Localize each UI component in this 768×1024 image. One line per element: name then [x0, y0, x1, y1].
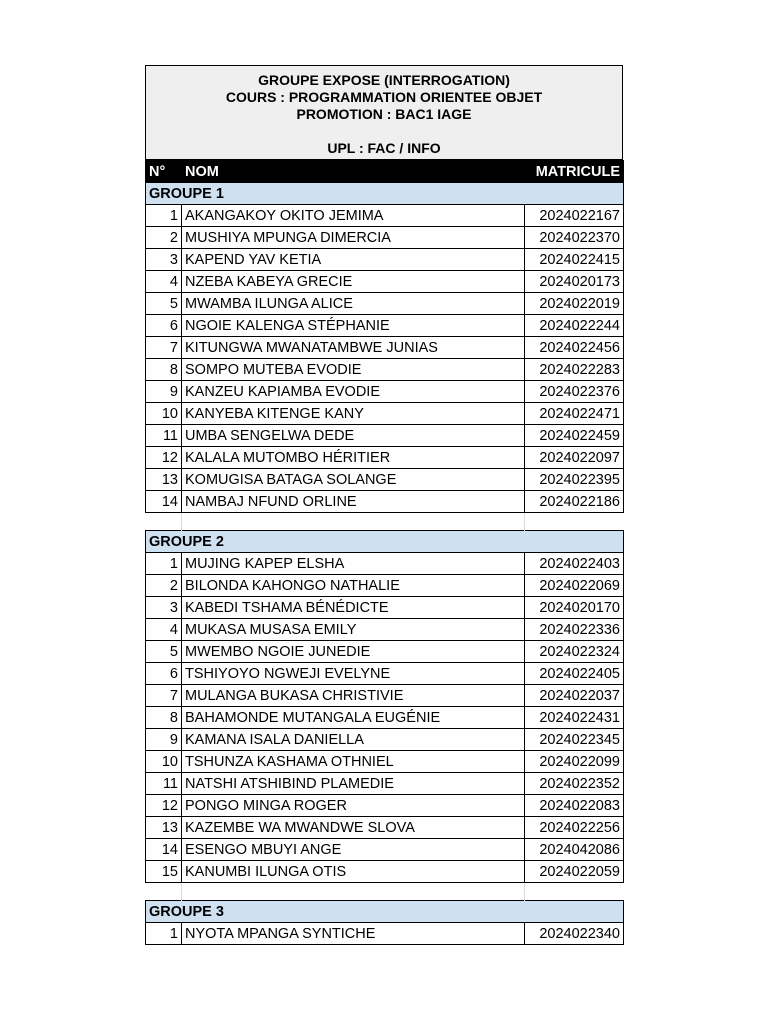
- row-number: 3: [146, 597, 182, 619]
- header-title: GROUPE EXPOSE (INTERROGATION): [258, 72, 510, 88]
- student-name: KANUMBI ILUNGA OTIS: [182, 861, 525, 883]
- table-row: [146, 597, 624, 619]
- student-matricule: 2024022167: [525, 205, 624, 227]
- header-institution: UPL : FAC / INFO: [327, 140, 441, 156]
- row-number: 4: [146, 271, 182, 293]
- table-row: [146, 707, 624, 729]
- student-matricule: 2024022456: [525, 337, 624, 359]
- row-number: 15: [146, 861, 182, 883]
- sheet-header: [145, 65, 623, 160]
- student-name: UMBA SENGELWA DEDE: [182, 425, 525, 447]
- table-row: [146, 271, 624, 293]
- table-row: [146, 751, 624, 773]
- student-matricule: 2024022345: [525, 729, 624, 751]
- student-name: AKANGAKOY OKITO JEMIMA: [182, 205, 525, 227]
- row-number: 2: [146, 575, 182, 597]
- student-name: TSHUNZA KASHAMA OTHNIEL: [182, 751, 525, 773]
- table-row: [146, 641, 624, 663]
- row-number: 8: [146, 359, 182, 381]
- student-matricule: 2024022471: [525, 403, 624, 425]
- table-row: [146, 469, 624, 491]
- student-name: NAMBAJ NFUND ORLINE: [182, 491, 525, 513]
- row-number: 5: [146, 641, 182, 663]
- table-row: [146, 663, 624, 685]
- row-number: 9: [146, 381, 182, 403]
- student-name: MUSHIYA MPUNGA DIMERCIA: [182, 227, 525, 249]
- table-row: [146, 425, 624, 447]
- student-matricule: 2024022336: [525, 619, 624, 641]
- row-number: 8: [146, 707, 182, 729]
- table-row: [146, 923, 624, 945]
- student-matricule: 2024022037: [525, 685, 624, 707]
- student-matricule: 2024022395: [525, 469, 624, 491]
- student-matricule: 2024022244: [525, 315, 624, 337]
- row-number: 6: [146, 663, 182, 685]
- row-number: 12: [146, 447, 182, 469]
- student-name: ESENGO MBUYI ANGE: [182, 839, 525, 861]
- student-matricule: 2024022459: [525, 425, 624, 447]
- row-number: 3: [146, 249, 182, 271]
- column-header-number: N°: [146, 161, 182, 183]
- group-header-row: [146, 531, 624, 553]
- row-number: 13: [146, 817, 182, 839]
- table-row: [146, 553, 624, 575]
- row-number: 6: [146, 315, 182, 337]
- table-row: [146, 381, 624, 403]
- student-matricule: 2024022340: [525, 923, 624, 945]
- row-number: 1: [146, 923, 182, 945]
- header-course: COURS : PROGRAMMATION ORIENTEE OBJET: [225, 89, 543, 105]
- row-number: 4: [146, 619, 182, 641]
- row-number: 14: [146, 839, 182, 861]
- row-number: 10: [146, 751, 182, 773]
- student-matricule: 2024022352: [525, 773, 624, 795]
- header-promotion: PROMOTION : BAC1 IAGE: [296, 106, 472, 122]
- student-matricule: 2024022405: [525, 663, 624, 685]
- row-number: 7: [146, 337, 182, 359]
- student-matricule: 2024022370: [525, 227, 624, 249]
- table-row: [146, 795, 624, 817]
- student-matricule: 2024022019: [525, 293, 624, 315]
- student-matricule: 2024022376: [525, 381, 624, 403]
- table-row: [146, 249, 624, 271]
- table-row: [146, 861, 624, 883]
- student-matricule: 2024022059: [525, 861, 624, 883]
- student-name: KABEDI TSHAMA BÉNÉDICTE: [182, 597, 525, 619]
- student-matricule: 2024022403: [525, 553, 624, 575]
- group-spacer: [146, 513, 624, 531]
- student-name: MWAMBA ILUNGA ALICE: [182, 293, 525, 315]
- student-matricule: 2024020170: [525, 597, 624, 619]
- student-name: KAPEND YAV KETIA: [182, 249, 525, 271]
- table-row: [146, 619, 624, 641]
- groups-table: [145, 160, 624, 945]
- student-name: KANZEU KAPIAMBA EVODIE: [182, 381, 525, 403]
- row-number: 11: [146, 773, 182, 795]
- column-header-matricule: MATRICULE: [525, 161, 624, 183]
- table-row: [146, 575, 624, 597]
- column-header-name: NOM: [182, 161, 525, 183]
- row-number: 12: [146, 795, 182, 817]
- column-header-row: [146, 161, 624, 183]
- row-number: 11: [146, 425, 182, 447]
- student-name: MULANGA BUKASA CHRISTIVIE: [182, 685, 525, 707]
- table-row: [146, 315, 624, 337]
- row-number: 5: [146, 293, 182, 315]
- student-matricule: 2024022283: [525, 359, 624, 381]
- student-name: KITUNGWA MWANATAMBWE JUNIAS: [182, 337, 525, 359]
- student-name: KOMUGISA BATAGA SOLANGE: [182, 469, 525, 491]
- group-header-row: [146, 183, 624, 205]
- student-name: KANYEBA KITENGE KANY: [182, 403, 525, 425]
- student-name: BILONDA KAHONGO NATHALIE: [182, 575, 525, 597]
- table-row: [146, 817, 624, 839]
- student-matricule: 2024022256: [525, 817, 624, 839]
- row-number: 2: [146, 227, 182, 249]
- student-name: NYOTA MPANGA SYNTICHE: [182, 923, 525, 945]
- student-name: NGOIE KALENGA STÉPHANIE: [182, 315, 525, 337]
- table-row: [146, 403, 624, 425]
- student-name: KALALA MUTOMBO HÉRITIER: [182, 447, 525, 469]
- student-name: NATSHI ATSHIBIND PLAMEDIE: [182, 773, 525, 795]
- student-matricule: 2024022431: [525, 707, 624, 729]
- student-name: MWEMBO NGOIE JUNEDIE: [182, 641, 525, 663]
- row-number: 1: [146, 205, 182, 227]
- table-row: [146, 227, 624, 249]
- student-matricule: 2024022069: [525, 575, 624, 597]
- student-name: TSHIYOYO NGWEJI EVELYNE: [182, 663, 525, 685]
- student-matricule: 2024020173: [525, 271, 624, 293]
- table-row: [146, 337, 624, 359]
- row-number: 7: [146, 685, 182, 707]
- student-name: KAZEMBE WA MWANDWE SLOVA: [182, 817, 525, 839]
- student-name: SOMPO MUTEBA EVODIE: [182, 359, 525, 381]
- table-row: [146, 729, 624, 751]
- table-row: [146, 773, 624, 795]
- student-matricule: 2024022324: [525, 641, 624, 663]
- student-name: BAHAMONDE MUTANGALA EUGÉNIE: [182, 707, 525, 729]
- group-title: GROUPE 2: [146, 531, 624, 553]
- student-matricule: 2024022186: [525, 491, 624, 513]
- row-number: 13: [146, 469, 182, 491]
- table-row: [146, 205, 624, 227]
- student-matricule: 2024042086: [525, 839, 624, 861]
- row-number: 1: [146, 553, 182, 575]
- student-name: KAMANA ISALA DANIELLA: [182, 729, 525, 751]
- row-number: 10: [146, 403, 182, 425]
- table-row: [146, 685, 624, 707]
- row-number: 9: [146, 729, 182, 751]
- student-name: PONGO MINGA ROGER: [182, 795, 525, 817]
- group-header-row: [146, 901, 624, 923]
- table-row: [146, 447, 624, 469]
- group-spacer: [146, 883, 624, 901]
- student-matricule: 2024022099: [525, 751, 624, 773]
- group-title: GROUPE 1: [146, 183, 624, 205]
- student-group-sheet: [145, 65, 623, 945]
- table-row: [146, 491, 624, 513]
- student-name: NZEBA KABEYA GRECIE: [182, 271, 525, 293]
- student-matricule: 2024022097: [525, 447, 624, 469]
- student-matricule: 2024022083: [525, 795, 624, 817]
- group-title: GROUPE 3: [146, 901, 624, 923]
- table-row: [146, 359, 624, 381]
- table-row: [146, 839, 624, 861]
- student-name: MUJING KAPEP ELSHA: [182, 553, 525, 575]
- student-name: MUKASA MUSASA EMILY: [182, 619, 525, 641]
- student-matricule: 2024022415: [525, 249, 624, 271]
- table-row: [146, 293, 624, 315]
- row-number: 14: [146, 491, 182, 513]
